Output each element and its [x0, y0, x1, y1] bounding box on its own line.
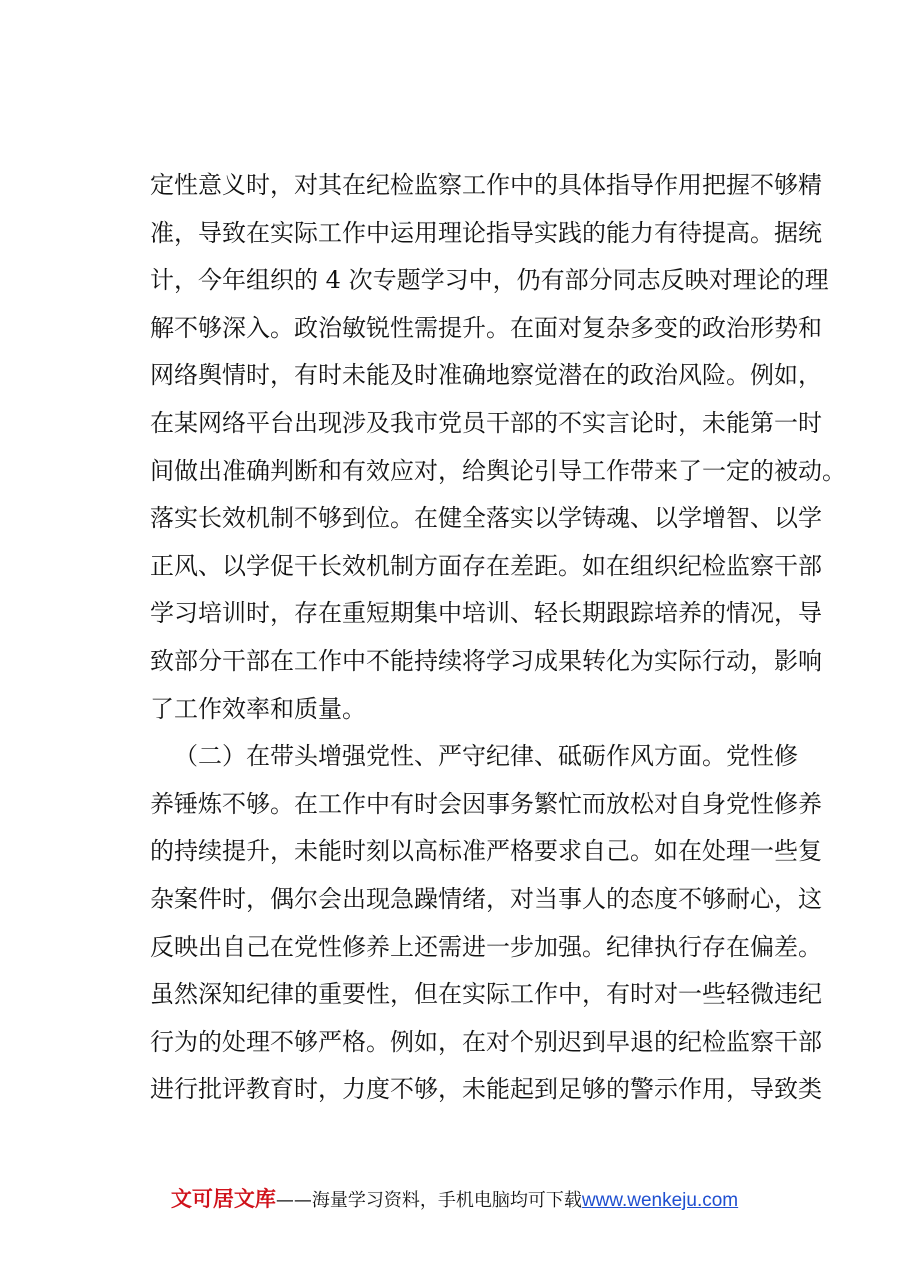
text-line: 间 做 出 准 确 判 断 和 有 效 应 对 ， 给 舆 论 引 导 工 作 带 来 了 一 定 的 被 动 。 — [150, 456, 846, 485]
text-line: 定 性 意 义 时 ， 对 其 在 纪 检 监 察 工 作 中 的 具 体 指 导 作 用 把 握 不 够 精 — [150, 171, 822, 199]
text-line: 致 部 分 干 部 在 工 作 中 不 能 持 续 将 学 习 成 果 转 化 为 实 际 行 动 ， 影 响 — [150, 646, 822, 675]
text-line: 准 ， 导 致 在 实 际 工 作 中 运 用 理 论 指 导 实 践 的 能 力 有 待 提 高 。 据 统 — [150, 218, 822, 247]
text-line: 虽 然 深 知 纪 律 的 重 要 性 ， 但 在 实 际 工 作 中 ， 有 时 对 一 些 轻 微 违 纪 — [150, 980, 822, 1009]
footer-url-link[interactable]: www.wenkeju.com — [581, 1190, 739, 1211]
section-heading-line: （ 二 ） 在 带 头 增 强 党 性 、 严 守 纪 律 、 砥 砺 作 风 方 面 。 党 性 修 — [174, 742, 798, 771]
text-line: 落 实 长 效 机 制 不 够 到 位 。 在 健 全 落 实 以 学 铸 魂 、 以 学 增 智 、 以 学 — [150, 504, 822, 533]
text-line: 计 ， 今 年 组 织 的 4 次 专 题 学 习 中 ， 仍 有 部 分 同 志 反 映 对 理 论 的 理 — [150, 266, 829, 295]
text-line: 解 不 够 深 入 。 政 治 敏 锐 性 需 提 升 。 在 面 对 复 杂 多 变 的 政 治 形 势 和 — [150, 313, 822, 342]
footer-banner — [0, 1183, 909, 1213]
text-line: 进 行 批 评 教 育 时 ， 力 度 不 够 ， 未 能 起 到 足 够 的 警 示 作 用 ， 导 致 类 — [150, 1075, 822, 1104]
document-body — [150, 162, 846, 1114]
text-line: 行 为 的 处 理 不 够 严 格 。 例 如 ， 在 对 个 别 迟 到 早 退 的 纪 检 监 察 干 部 — [150, 1027, 822, 1056]
text-line: 养 锤 炼 不 够 。 在 工 作 中 有 时 会 因 事 务 繁 忙 而 放 松 对 自 身 党 性 修 养 — [150, 789, 822, 818]
text-line: 了工作效率和质量。 — [150, 694, 366, 723]
text-line: 杂 案 件 时 ， 偶 尔 会 出 现 急 躁 情 绪 ， 对 当 事 人 的 态 度 不 够 耐 心 ， 这 — [150, 884, 822, 913]
text-line: 在 某 网 络 平 台 出 现 涉 及 我 市 党 员 干 部 的 不 实 言 论 时 ， 未 能 第 一 时 — [150, 408, 822, 437]
text-line: 的 持 续 提 升 ， 未 能 时 刻 以 高 标 准 严 格 要 求 自 己 。 如 在 处 理 一 些 复 — [150, 837, 822, 866]
text-line: 网 络 舆 情 时 ， 有 时 未 能 及 时 准 确 地 察 觉 潜 在 的 政 治 风 险 。 例 如 ， — [150, 361, 822, 390]
footer-brand: 文可居文库 — [170, 1187, 276, 1211]
text-line: 反 映 出 自 己 在 党 性 修 养 上 还 需 进 一 步 加 强 。 纪 律 执 行 存 在 偏 差 。 — [150, 932, 822, 961]
footer-tagline: ——海量学习资料，手机电脑均可下载 — [275, 1190, 582, 1211]
text-line: 正 风 、 以 学 促 干 长 效 机 制 方 面 存 在 差 距 。 如 在 组 织 纪 检 监 察 干 部 — [150, 551, 822, 580]
text-line: 学 习 培 训 时 ， 存 在 重 短 期 集 中 培 训 、 轻 长 期 跟 踪 培 养 的 情 况 ， 导 — [150, 599, 822, 628]
